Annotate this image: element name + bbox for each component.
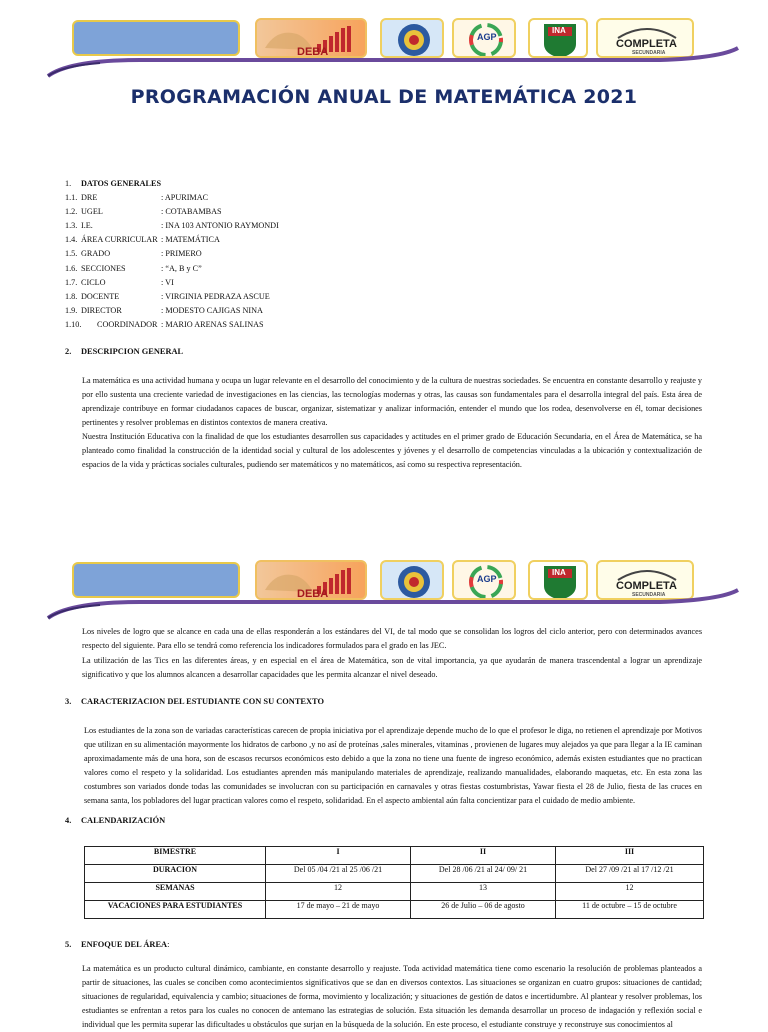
- row-label: GRADO: [81, 249, 111, 259]
- row-value: : MARIO ARENAS SALINAS: [161, 319, 264, 329]
- table-cell: Del 28 /06 /21 al 24/ 09/ 21: [411, 865, 556, 883]
- row-label: COORDINADOR: [97, 319, 158, 329]
- secundaria-logo-text: COMPLETA: [616, 38, 677, 50]
- table-header-cell: II: [411, 847, 556, 865]
- row-label: CICLO: [81, 277, 106, 287]
- table-row-label: SEMANAS: [85, 883, 266, 901]
- descripcion-paragraph-1: La matemática es una actividad humana y ocupa un lugar relevante en el desarrollo del conocimiento y de la cultura de nuestras sociedades. Se encuentra en constante desarrollo y reajuste y por ello sustenta una creciente variedad de investigaciones en las ciencias, las tecnologías modernas y otras, las causas son fundamentales para el desarrolla integral del país. Esta área de aprendizaje contribuye en formar ciudadanos capaces de buscar, organizar, sistematizar y analizar información, entender el mundo que los rodea, desenvolverse en él, tomar decisiones pertinentes y resolver problemas en distintos contextos de manera creativa.: [82, 376, 702, 427]
- ina-logo-text: INA: [552, 26, 566, 35]
- row-value: : MODESTO CAJIGAS NINA: [161, 305, 263, 315]
- table-cell: 17 de mayo – 21 de mayo: [266, 901, 411, 919]
- row-num: 1.10.: [65, 319, 82, 329]
- secundaria-logo-sub: SECUNDARIA: [632, 50, 666, 56]
- row-value: : MATEMÁTICA: [161, 235, 220, 245]
- row-value: : “A, B y C”: [161, 263, 202, 273]
- table-cell: 11 de octubre – 15 de octubre: [556, 901, 704, 919]
- heading-text: DATOS GENERALES: [81, 179, 162, 188]
- row-num: 1.7.: [65, 277, 78, 287]
- caracterizacion-heading-number: 3.: [65, 697, 72, 706]
- row-num: 1.3.: [65, 221, 78, 231]
- caracterizacion-paragraph: Los estudiantes de la zona son de variadas características carecen de propia iniciativa por el aprendizaje depende mucho de lo que el profesor le diga, no retienen el aprendizaje por Motivos que utilizan en su alimentación mayormente los hidratos de carbono ,y no así de proteínas ,sales minerales, vitaminas , provienen de lugares muy alejados ya que para llegar a la IE caminan aproximadamente más de una hora, son de escasos recursos económicos esto debido a que la zona no tiene una fuente de ingreso económico, además existen estudiantes que no practican valores como el respeto y la solidaridad. Los estudiantes aprenden más manipulando materiales de aprendizaje, realizando manualidades, elaborando maquetas, etc. En esta zona las costumbres son variados donde todas las comunidades se involucran con su participación en carnavales y otras fiestas costumbristas, Yawar fiesta el 28 de Julio, fiesta de las cruces en semana santa, los pobladores del lugar practican valores como el respeto, solidaridad. En el aspecto ambiental aún falta concientizar para el cuidado de medio ambiente.: [84, 726, 702, 805]
- header-swoosh: [0, 46, 768, 86]
- row-label: ÁREA CURRICULAR: [81, 235, 158, 245]
- table-header-cell: III: [556, 847, 704, 865]
- row-num: 1.4.: [65, 235, 78, 245]
- row-label: UGEL: [81, 207, 103, 217]
- secundaria-logo-sub: SECUNDARIA: [632, 592, 666, 598]
- row-label: I.E.: [81, 221, 93, 231]
- calendar-table: [84, 846, 704, 919]
- table-cell: 13: [411, 883, 556, 901]
- row-value: : VI: [161, 277, 174, 287]
- enfoque-paragraph: La matemática es un producto cultural dinámico, cambiante, en constante desarrollo y reajuste. Toda actividad matemática tiene como escenario la resolución de problemas planteados a partir de situaciones, las cuales se conciben como acontecimientos significativos que se dan en diversos contextos. Las situaciones se organizan en cuatro grupos: situaciones de cantidad; situaciones de regularidad, equivalencia y cambio; situaciones de forma, movimiento y localización; y situaciones de gestión de datos e incertidumbre. Al plantear y resolver problemas, los estudiantes se enfrentan a retos para los cuales no conocen de antemano las estrategias de solución. Esta situación les demanda desarrollar un proceso de indagación y reflexión social e individual que les permita superar las dificultades u obstáculos que surjan en la búsqueda de la solución. En este proceso, el estudiante construye y reconstruye sus conocimientos al: [82, 964, 702, 1029]
- row-num: 1.6.: [65, 263, 78, 273]
- row-value: : APURIMAC: [161, 193, 209, 203]
- table-cell: Del 05 /04 /21 al 25 /06 /21: [266, 865, 411, 883]
- enfoque-heading-colon: :: [167, 940, 170, 949]
- row-num: 1.8.: [65, 291, 78, 301]
- page-title: PROGRAMACIÓN ANUAL DE MATEMÁTICA 2021: [130, 86, 638, 108]
- row-label: DIRECTOR: [81, 305, 122, 315]
- row-label: DRE: [81, 193, 98, 203]
- descripcion-heading-number: 2.: [65, 347, 72, 356]
- table-header-cell: I: [266, 847, 411, 865]
- row-num: 1.5.: [65, 249, 78, 259]
- row-value: : VIRGINIA PEDRAZA ASCUE: [161, 291, 270, 301]
- row-num: 1.9.: [65, 305, 78, 315]
- row-label: SECCIONES: [81, 263, 126, 273]
- descripcion-paragraph-3: Los niveles de logro que se alcance en cada una de ellas responderán a los estándares del VI, de tal modo que se consolidan los logros del ciclo anterior, pero con determinados avances respecto del siguiente. Para ello se tendrá como referencia los indicadores formulados para el grado en las JEC.: [82, 627, 702, 650]
- calendarizacion-heading-number: 4.: [65, 816, 72, 825]
- enfoque-heading: ENFOQUE DEL ÁREA: [81, 940, 168, 949]
- table-cell: 12: [266, 883, 411, 901]
- descripcion-heading: DESCRIPCION GENERAL: [81, 347, 184, 356]
- heading-number: 1.: [65, 179, 72, 188]
- table-row: [85, 883, 704, 901]
- descripcion-paragraph-4: La utilización de las Tics en las diferentes áreas, y en especial en el área de Matemática, son de vital importancia, ya que ayudarán de manera trascendental a lograr un aprendizaje significativo y que los alumnos alcancen a desarrollar capacidades que les permita alcanzar el nivel deseado.: [82, 656, 702, 679]
- agp-logo-text: AGP: [477, 32, 497, 42]
- row-value: : INA 103 ANTONIO RAYMONDI: [161, 221, 279, 231]
- table-header-row: [85, 847, 704, 865]
- table-row-label: VACACIONES PARA ESTUDIANTES: [85, 901, 266, 919]
- calendarizacion-heading: CALENDARIZACIÓN: [81, 816, 166, 825]
- row-num: 1.1.: [65, 193, 78, 203]
- deba-logo-text: DEBA: [297, 46, 329, 58]
- secundaria-logo-text: COMPLETA: [616, 580, 677, 592]
- table-cell: 12: [556, 883, 704, 901]
- header-swoosh-2: [0, 588, 768, 628]
- row-value: : PRIMERO: [161, 249, 202, 259]
- row-value: : COTABAMBAS: [161, 207, 222, 217]
- deba-logo-text: DEBA: [297, 588, 329, 600]
- table-row: [85, 901, 704, 919]
- enfoque-heading-number: 5.: [65, 940, 72, 949]
- enfoque-heading-wrap: [81, 940, 169, 949]
- agp-logo-text: AGP: [477, 574, 497, 584]
- table-cell: 26 de Julio – 06 de agosto: [411, 901, 556, 919]
- row-num: 1.2.: [65, 207, 78, 217]
- table-cell: Del 27 /09 /21 al 17 /12 /21: [556, 865, 704, 883]
- descripcion-paragraph-2: Nuestra Institución Educativa con la finalidad de que los estudiantes desarrollen sus capacidades y actitudes en el primer grado de Educación Secundaria, en el Área de Matemática, se ha planteado como finalidad la construcción de la identidad social y cultural de los adolescentes y jóvenes y el desarrollo de competencias vinculadas a la ubicación y contextualización de espacios de la vida y prácticas sociales culturales, pudiendo ser matemáticos y no matemáticos, así como su respectiva representación.: [82, 432, 702, 469]
- ina-logo-text: INA: [552, 568, 566, 577]
- table-header-cell: BIMESTRE: [85, 847, 266, 865]
- caracterizacion-heading: CARACTERIZACION DEL ESTUDIANTE CON SU CONTEXTO: [81, 697, 325, 706]
- table-row-label: DURACION: [85, 865, 266, 883]
- table-row: [85, 865, 704, 883]
- row-label: DOCENTE: [81, 291, 120, 301]
